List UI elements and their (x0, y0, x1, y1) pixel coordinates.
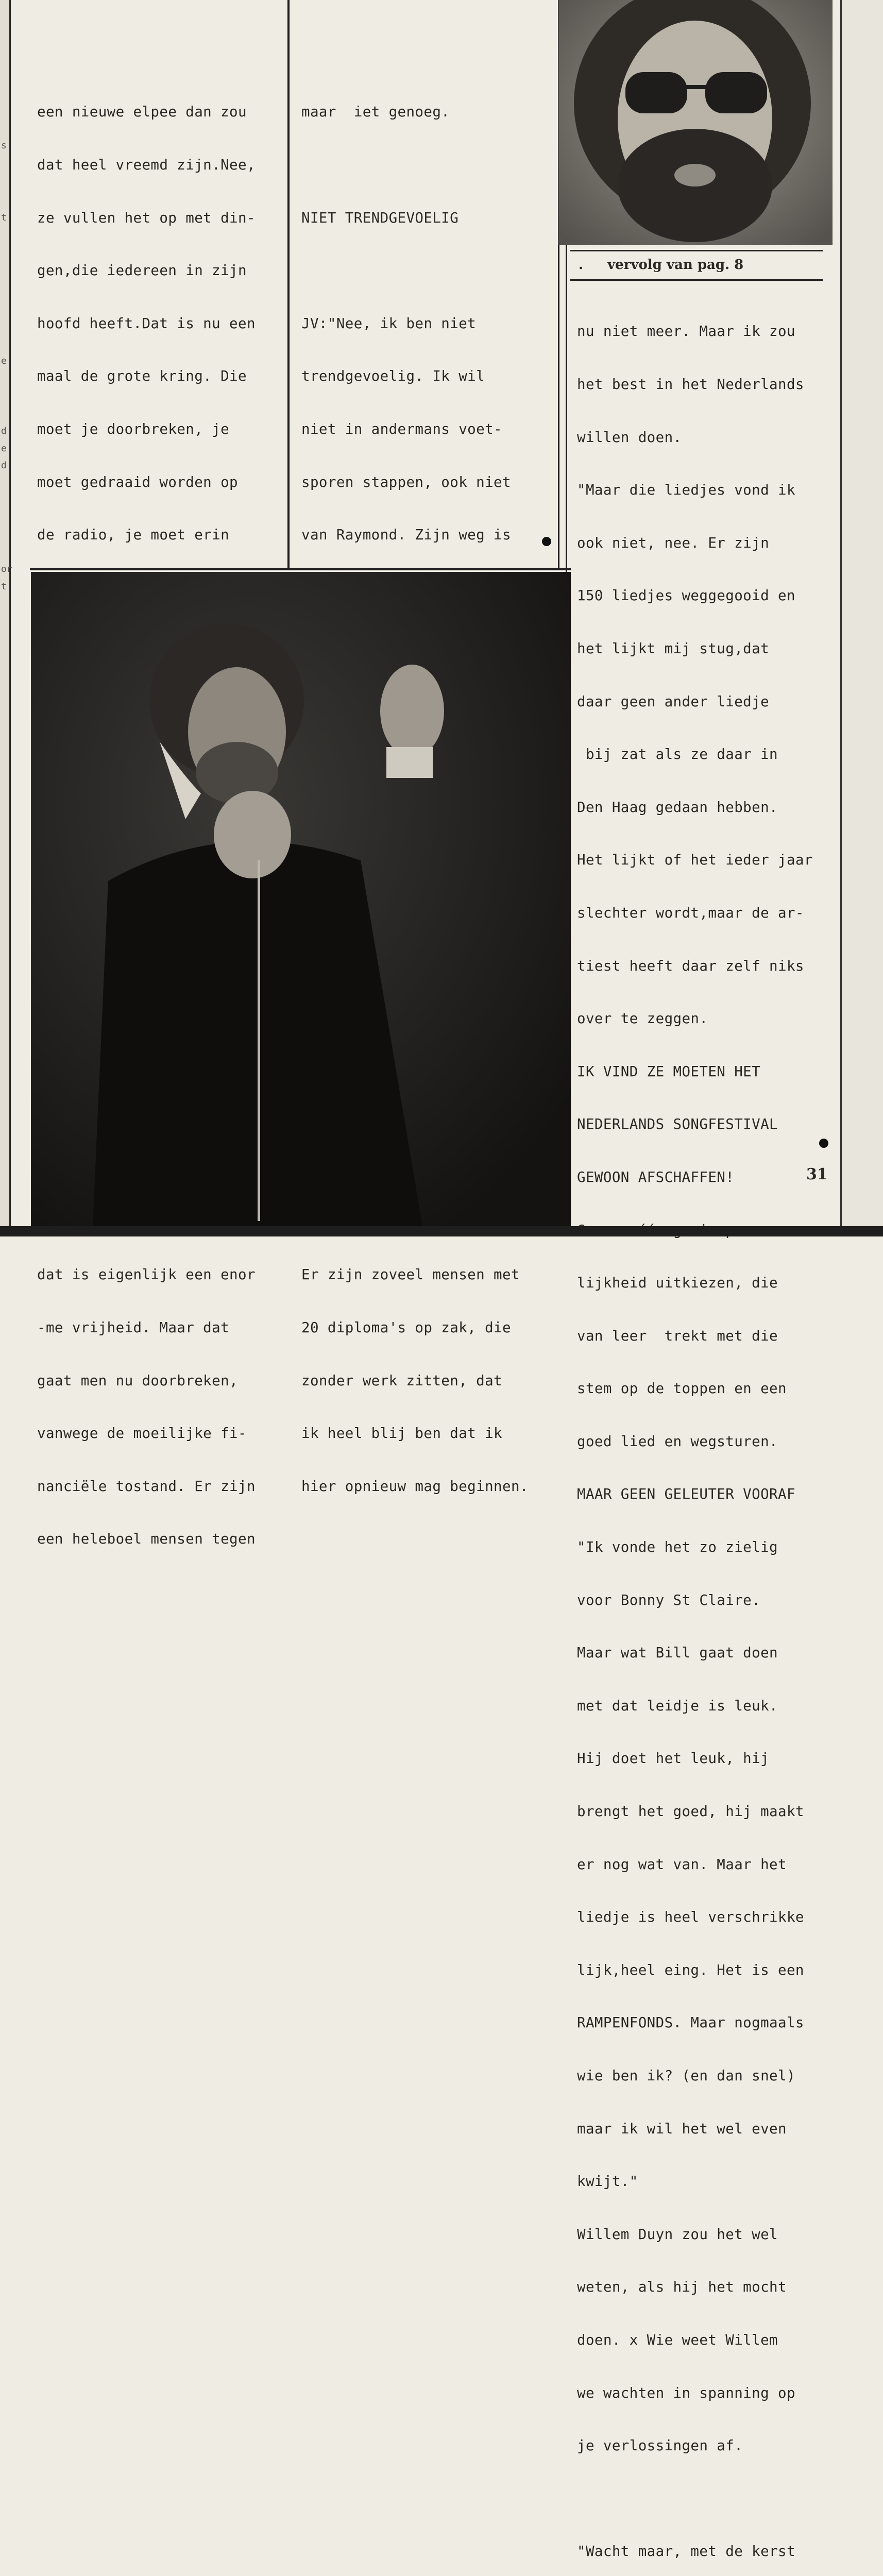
text-line: IK VIND ZE MOETEN HET (577, 1063, 761, 1080)
text-line: doen. x Wie weet Willem (577, 2331, 778, 2348)
text-line: daar geen ander liedje (577, 693, 770, 710)
text-line: Hij doet het leuk, hij (577, 1750, 770, 1767)
text-line: NEDERLANDS SONGFESTIVAL (577, 1116, 778, 1133)
text-line: maar iet genoeg. (301, 104, 450, 121)
page-number: 31 (806, 1165, 828, 1183)
column-divider (287, 0, 290, 569)
text-line (301, 262, 529, 279)
text-line: zonder werk zitten, dat (301, 1372, 502, 1389)
text-line: nanciële tostand. Er zijn (37, 1478, 256, 1495)
continuation-header (570, 250, 823, 281)
text-line (577, 2490, 813, 2507)
text-line: moet je doorbreken, je (37, 420, 230, 437)
text-line: "Ik vonde het zo zielig (577, 1539, 778, 1556)
article-column-3 (577, 287, 813, 2576)
margin-char: s (1, 140, 7, 151)
text-line: Er zijn zoveel mensen met (301, 1266, 520, 1283)
text-line: er nog wat van. Maar het (577, 1856, 787, 1873)
text-line: trendgevoelig. Ik wil (301, 368, 485, 385)
text-line: nu niet meer. Maar ik zou (577, 323, 795, 340)
text-line: lijkheid uitkiezen, die (577, 1275, 778, 1292)
right-page-edge (840, 0, 883, 1226)
text-line: maal de grote kring. Die (37, 368, 247, 385)
text-line: een nieuwe elpee dan zou (37, 104, 247, 121)
text-line: sporen stappen, ook niet (301, 473, 511, 490)
singer-illustration (31, 572, 571, 1226)
left-page-edge (0, 0, 11, 1226)
text-line: -me vrijheid. Maar dat (37, 1319, 230, 1336)
margin-char: t (1, 212, 7, 223)
bottom-scan-edge (0, 1226, 883, 1236)
text-line: MAAR GEEN GELEUTER VOORAF (577, 1486, 795, 1503)
text-line: wie ben ik? (en dan snel) (577, 2067, 795, 2084)
text-line: het best in het Nederlands (577, 376, 804, 393)
text-line: dat heel vreemd zijn.Nee, (37, 157, 256, 173)
text-line: 20 diploma's op zak, die (301, 1319, 511, 1336)
text-line: moet gedraaid worden op (37, 473, 238, 490)
text-line: vanwege de moeilijke fi- (37, 1425, 247, 1442)
text-line: je verlossingen af. (577, 2437, 743, 2454)
text-line: goed lied en wegsturen. (577, 1433, 778, 1450)
text-line: niet in andermans voet- (301, 420, 502, 437)
text-line: stem op de toppen en een (577, 1380, 787, 1397)
text-line: gen,die iedereen in zijn (37, 262, 247, 279)
end-bullet (819, 1139, 828, 1148)
text-line: we wachten in spanning op (577, 2384, 795, 2401)
continuation-header-text: vervolg van pag. 8 (607, 257, 744, 273)
text-line: van leer trekt met die (577, 1327, 778, 1344)
text-line: "Wacht maar, met de kerst (577, 2543, 795, 2560)
header-dot: . (579, 257, 584, 273)
portrait-illustration (558, 0, 833, 245)
text-line: met dat leidje is leuk. (577, 1697, 778, 1714)
end-bullet (542, 537, 551, 546)
margin-char: or (1, 564, 12, 574)
text-line: hier opnieuw mag beginnen. (301, 1478, 529, 1495)
text-line: lijk,heel eing. Het is een (577, 1961, 804, 1978)
text-line: Willem Duyn zou het wel (577, 2226, 778, 2243)
text-line: 150 liedjes weggegooid en (577, 587, 795, 604)
margin-char: d (1, 426, 7, 436)
text-line: voor Bonny St Claire. (577, 1591, 761, 1608)
text-line: ook niet, nee. Er zijn (577, 534, 770, 551)
text-line: Maar wat Bill gaat doen (577, 1645, 778, 1662)
margin-char: e (1, 443, 7, 454)
text-line: de radio, je moet erin (37, 527, 230, 544)
text-line: kwijt." (577, 2173, 638, 2190)
margin-char: e (1, 355, 7, 366)
portrait-photo (558, 0, 833, 245)
text-line: willen doen. (577, 429, 682, 446)
text-line: hoofd heeft.Dat is nu een (37, 315, 256, 332)
text-line: ze vullen het op met din- (37, 209, 256, 226)
text-line: het lijkt mij stug,dat (577, 640, 770, 657)
text-line: bij zat als ze daar in (577, 746, 778, 763)
margin-char: t (1, 581, 7, 592)
text-line: dat is eigenlijk een enor (37, 1266, 256, 1283)
text-line: Het lijkt of het ieder jaar (577, 852, 813, 869)
text-line: van Raymond. Zijn weg is (301, 527, 511, 544)
text-line: brengt het goed, hij maakt (577, 1803, 804, 1820)
text-line: maar ik wil het wel even (577, 2120, 787, 2137)
text-line: slechter wordt,maar de ar- (577, 904, 804, 921)
text-line: GEWOON AFSCHAFFEN! (577, 1168, 735, 1185)
text-line: over te zeggen. (577, 1010, 708, 1027)
section-heading: NIET TRENDGEVOELIG (301, 209, 459, 226)
text-line: liedje is heel verschrikke (577, 1909, 804, 1926)
text-line: tiest heeft daar zelf niks (577, 957, 804, 974)
text-line: "Maar die liedjes vond ik (577, 482, 795, 499)
text-line: weten, als hij het mocht (577, 2279, 787, 2296)
margin-char: d (1, 460, 7, 471)
text-line: RAMPENFONDS. Maar nogmaals (577, 2014, 804, 2031)
text-line: JV:"Nee, ik ben niet (301, 315, 477, 332)
text-line: Den Haag gedaan hebben. (577, 799, 778, 816)
text-line: een heleboel mensen tegen (37, 1531, 256, 1548)
text-line: gaat men nu doorbreken, (37, 1372, 238, 1389)
text-line: ik heel blij ben dat ik (301, 1425, 502, 1442)
text-line (301, 156, 529, 174)
singer-photo (31, 572, 571, 1226)
